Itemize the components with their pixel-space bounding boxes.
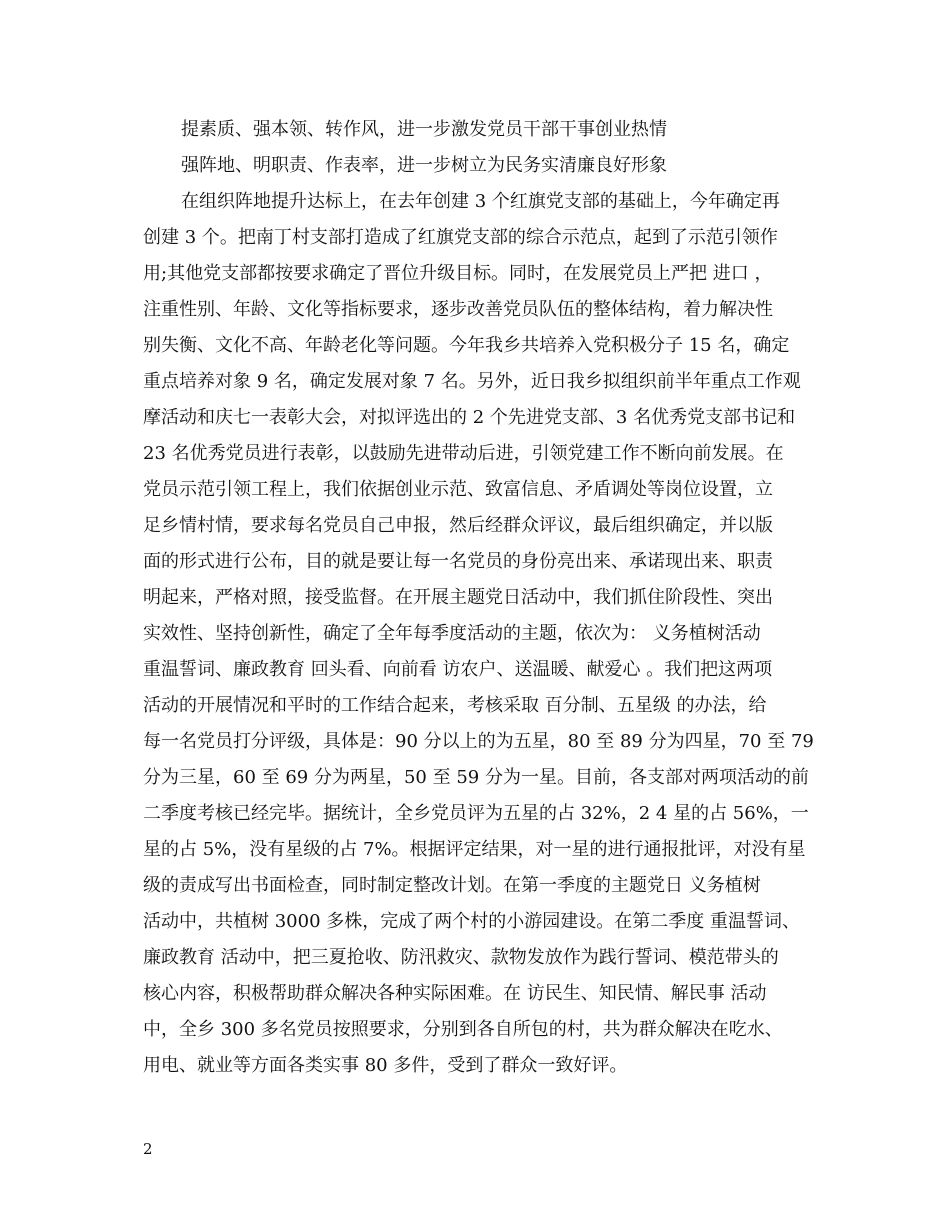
text-line-heading-1: 提素质、强本领、转作风，进一步激发党员干部干事创业热情 [181,119,667,140]
page-number: 2 [143,1140,153,1158]
body-text [143,112,823,1084]
text-line-heading-2: 强阵地、明职责、作表率，进一步树立为民务实清廉良好形象 [181,155,667,176]
text-line: 面的形式进行公布，目的就是要让每一名党员的身份亮出来、承诺现出来、职责 [143,551,773,572]
text-line: 明起来，严格对照，接受监督。在开展主题党日活动中，我们抓住阶段性、突出 [143,587,773,608]
text-line: 级的责成写出书面检查，同时制定整改计划。在第一季度的主题党日 义务植树 [143,875,761,896]
text-line: 足乡情村情，要求每名党员自己申报，然后经群众评议，最后组织确定，并以版 [143,515,773,536]
text-line: 创建 3 个。把南丁村支部打造成了红旗党支部的综合示范点，起到了示范引领作 [143,227,778,248]
text-line: 在组织阵地提升达标上，在去年创建 3 个红旗党支部的基础上，今年确定再 [181,191,780,212]
text-line: 活动中，共植树 3000 多株，完成了两个村的小游园建设。在第二季度 重温誓词、 [143,911,800,932]
text-line: 重温誓词、廉政教育 回头看、向前看 访农户、送温暖、献爱心 。我们把这两项 [143,659,773,680]
text-line: 活动的开展情况和平时的工作结合起来，考核采取 百分制、五星级 的办法，给 [143,695,767,716]
text-line: 用电、就业等方面各类实事 80 多件，受到了群众一致好评。 [143,1055,628,1076]
text-line: 别失衡、文化不高、年龄老化等问题。今年我乡共培养入党积极分子 15 名，确定 [143,335,790,356]
text-line: 分为三星，60 至 69 分为两星，50 至 59 分为一星。目前，各支部对两项活动的前 [143,767,809,788]
text-line: 实效性、坚持创新性，确定了全年每季度活动的主题，依次为： 义务植树活动 [143,623,761,644]
text-line: 重点培养对象 9 名，确定发展对象 7 名。另外，近日我乡拟组织前半年重点工作观 [143,371,801,392]
text-line: 注重性别、年龄、文化等指标要求，逐步改善党员队伍的整体结构，着力解决性 [143,299,773,320]
text-line: 每一名党员打分评级，具体是：90 分以上的为五星，80 至 89 分为四星，70 至 79 [143,731,814,752]
text-line: 23 名优秀党员进行表彰，以鼓励先进带动后进，引领党建工作不断向前发展。在 [143,443,784,464]
text-line: 党员示范引领工程上，我们依据创业示范、致富信息、矛盾调处等岗位设置，立 [143,479,773,500]
text-line: 用;其他党支部都按要求确定了晋位升级目标。同时，在发展党员上严把 进口 ， [143,263,773,284]
text-line: 摩活动和庆七一表彰大会，对拟评选出的 2 个先进党支部、3 名优秀党支部书记和 [143,407,796,428]
text-line: 廉政教育 活动中，把三夏抢收、防汛救灾、款物发放作为践行誓词、模范带头的 [143,947,779,968]
text-line: 中，全乡 300 多名党员按照要求，分别到各自所包的村，共为群众解决在吃水、 [143,1019,783,1040]
text-line: 核心内容，积极帮助群众解决各种实际困难。在 访民生、知民情、解民事 活动 [143,983,767,1004]
text-line: 二季度考核已经完毕。据统计，全乡党员评为五星的占 32%，2 4 星的占 56%，一 [143,803,809,824]
text-line: 星的占 5%，没有星级的占 7%。根据评定结果，对一星的进行通报批评，对没有星 [143,839,806,860]
